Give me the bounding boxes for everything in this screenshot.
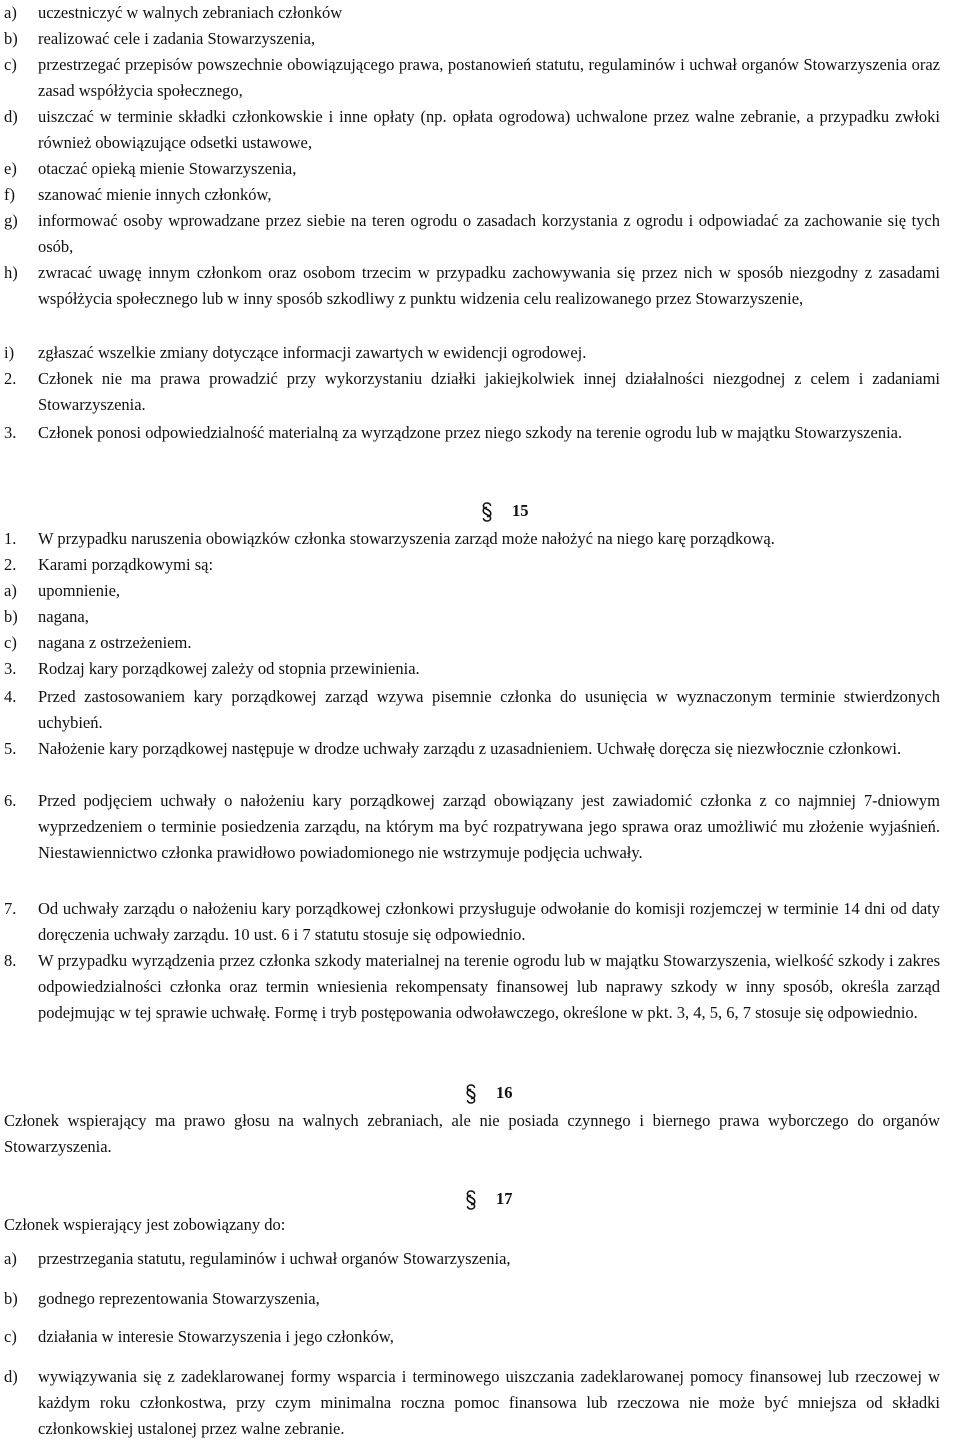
section-number: 17 [496, 1189, 513, 1208]
list-item-text: realizować cele i zadania Stowarzyszenia, [38, 29, 316, 48]
numbered-point [4, 896, 940, 948]
list-marker: h) [4, 263, 18, 282]
list-item [4, 182, 940, 208]
point-marker: 5. [4, 739, 17, 758]
point-text: Rodzaj kary porządkowej zależy od stopnia przewinienia. [38, 659, 420, 678]
list-marker: c) [4, 1327, 17, 1346]
list-item-text: uiszczać w terminie składki członkowskie i inne opłaty (np. opłata ogrodowa) uchwalone przez walne zebranie, a przypadku zwłoki również obowiązujące odsetki ustawowe, [38, 107, 940, 152]
list-marker: d) [4, 107, 18, 126]
point-marker: 3. [4, 659, 17, 678]
list-item-text: wywiązywania się z zadeklarowanej formy wsparcia i terminowego uiszczania zadeklarowanej pomocy finansowej lub rzeczowej w każdym roku członkostwa, przy czym minimalna roczna pomoc finansowa lub rzeczowa nie może być mniejsza od składki członkowskiej ustalonej przez walne zebranie. [38, 1367, 940, 1438]
list-marker: e) [4, 159, 17, 178]
point-marker: 4. [4, 687, 17, 706]
list-item [4, 1364, 940, 1442]
list-item-text: działania w interesie Stowarzyszenia i jego członków, [38, 1327, 394, 1346]
list-item [4, 26, 940, 52]
list-marker: d) [4, 1367, 18, 1386]
section-sign-icon [464, 1190, 478, 1210]
section-heading-16 [464, 1080, 564, 1106]
list-marker: c) [4, 633, 17, 652]
point-text: Nałożenie kary porządkowej następuje w drodze uchwały zarządu z uzasadnieniem. Uchwałę doręcza się niezwłocznie członkowi. [38, 739, 902, 758]
list-item-text: szanować mienie innych członków, [38, 185, 272, 204]
section-heading-17 [464, 1186, 564, 1212]
numbered-point [4, 684, 940, 736]
section-heading-15 [480, 498, 580, 524]
list-item [4, 604, 940, 630]
numbered-point [4, 948, 940, 1026]
list-marker: g) [4, 211, 18, 230]
point-text: Członek nie ma prawa prowadzić przy wykorzystaniu działki jakiejkolwiek innej działalności niezgodnej z celem i zadaniami Stowarzyszenia. [38, 369, 940, 414]
list-item-text: przestrzegania statutu, regulaminów i uchwał organów Stowarzyszenia, [38, 1249, 511, 1268]
list-item-text: godnego reprezentowania Stowarzyszenia, [38, 1289, 320, 1308]
list-item [4, 104, 940, 156]
list-marker: i) [4, 343, 15, 362]
list-marker: a) [4, 581, 17, 600]
list-marker: a) [4, 3, 17, 22]
point-marker: 1. [4, 529, 17, 548]
point-text: Przed zastosowaniem kary porządkowej zarząd wzywa pisemnie członka do usunięcia w wyznaczonym terminie stwierdzonych uchybień. [38, 687, 940, 732]
numbered-point [4, 366, 940, 418]
numbered-point [4, 526, 940, 552]
section-sign-icon [464, 1084, 478, 1104]
list-item [4, 1286, 940, 1312]
numbered-point [4, 656, 940, 682]
list-item-text: uczestniczyć w walnych zebraniach członków [38, 3, 343, 22]
point-text: Od uchwały zarządu o nałożeniu kary porządkowej członkowi przysługuje odwołanie do komisji rozjemczej w terminie 14 dni od daty doręczenia uchwały zarządu. 10 ust. 6 i 7 statutu stosuje się odpowiednio. [38, 899, 940, 944]
numbered-point [4, 420, 940, 446]
section-number: 15 [512, 501, 529, 520]
point-marker: 3. [4, 423, 17, 442]
point-marker: 6. [4, 791, 17, 810]
numbered-point [4, 552, 940, 578]
paragraph: Członek wspierający ma prawo głosu na walnych zebraniach, ale nie posiada czynnego i biernego prawa wyborczego do organów Stowarzyszenia. [4, 1111, 940, 1156]
list-item [4, 156, 940, 182]
numbered-point [4, 788, 940, 866]
section-sign-icon [480, 502, 494, 522]
list-item [4, 630, 940, 656]
point-marker: 2. [4, 369, 17, 388]
point-marker: 2. [4, 555, 17, 574]
list-item-text: informować osoby wprowadzane przez siebie na teren ogrodu o zasadach korzystania z ogrodu i odpowiadać za zachowanie się tych osób, [38, 211, 940, 256]
list-item-text: zwracać uwagę innym członkom oraz osobom trzecim w przypadku zachowywania się przez nich w sposób niezgodny z zasadami współżycia społecznego lub w inny sposób szkodliwy z punktu widzenia celu realizowanego przez Stowarzyszenie, [38, 263, 940, 308]
list-item [4, 0, 940, 26]
list-item [4, 208, 940, 260]
list-marker: b) [4, 1289, 18, 1308]
list-marker: f) [4, 185, 15, 204]
list-marker: a) [4, 1249, 17, 1268]
list-item-text: nagana, [38, 607, 89, 626]
point-text: Karami porządkowymi są: [38, 555, 214, 574]
list-marker: b) [4, 29, 18, 48]
list-marker: c) [4, 55, 17, 74]
list-item [4, 340, 940, 366]
list-item-text: przestrzegać przepisów powszechnie obowiązującego prawa, postanowień statutu, regulaminów i uchwał organów Stowarzyszenia oraz zasad współżycia społecznego, [38, 55, 940, 100]
point-text: Przed podjęciem uchwały o nałożeniu kary porządkowej zarząd obowiązany jest zawiadomić członka z co najmniej 7-dniowym wyprzedzeniem o terminie posiedzenia zarządu, na którym ma być rozpatrywana jego sprawa oraz umożliwić mu złożenie wyjaśnień. Niestawiennictwo członka prawidłowo powiadomionego nie wstrzymuje podjęcia uchwały. [38, 791, 940, 862]
list-item-text: zgłaszać wszelkie zmiany dotyczące informacji zawartych w ewidencji ogrodowej. [38, 343, 587, 362]
numbered-point [4, 736, 940, 762]
list-item-text: upomnienie, [38, 581, 121, 600]
list-item [4, 1246, 940, 1272]
section-number: 16 [496, 1083, 513, 1102]
point-marker: 8. [4, 951, 17, 970]
list-item-text: nagana z ostrzeżeniem. [38, 633, 192, 652]
list-item [4, 1324, 940, 1350]
list-item [4, 52, 940, 104]
point-marker: 7. [4, 899, 17, 918]
list-item [4, 260, 940, 312]
list-item [4, 578, 940, 604]
point-text: W przypadku wyrządzenia przez członka szkody materialnej na terenie ogrodu lub w majątku Stowarzyszenia, wielkość szkody i zakres odpowiedzialności członka oraz termin wniesienia rekompensaty finansowej lub naprawy szkody w inny sposób, określa zarząd podejmując w tej sprawie uchwałę. Formę i tryb postępowania odwoławczego, określone w pkt. 3, 4, 5, 6, 7 stosuje się odpowiednio. [38, 951, 940, 1022]
point-text: W przypadku naruszenia obowiązków członka stowarzyszenia zarząd może nałożyć na niego karę porządkową. [38, 529, 775, 548]
list-item-text: otaczać opieką mienie Stowarzyszenia, [38, 159, 297, 178]
point-text: Członek ponosi odpowiedzialność materialną za wyrządzone przez niego szkody na terenie ogrodu lub w majątku Stowarzyszenia. [38, 423, 903, 442]
paragraph-lead: Członek wspierający jest zobowiązany do: [4, 1215, 286, 1234]
list-marker: b) [4, 607, 18, 626]
